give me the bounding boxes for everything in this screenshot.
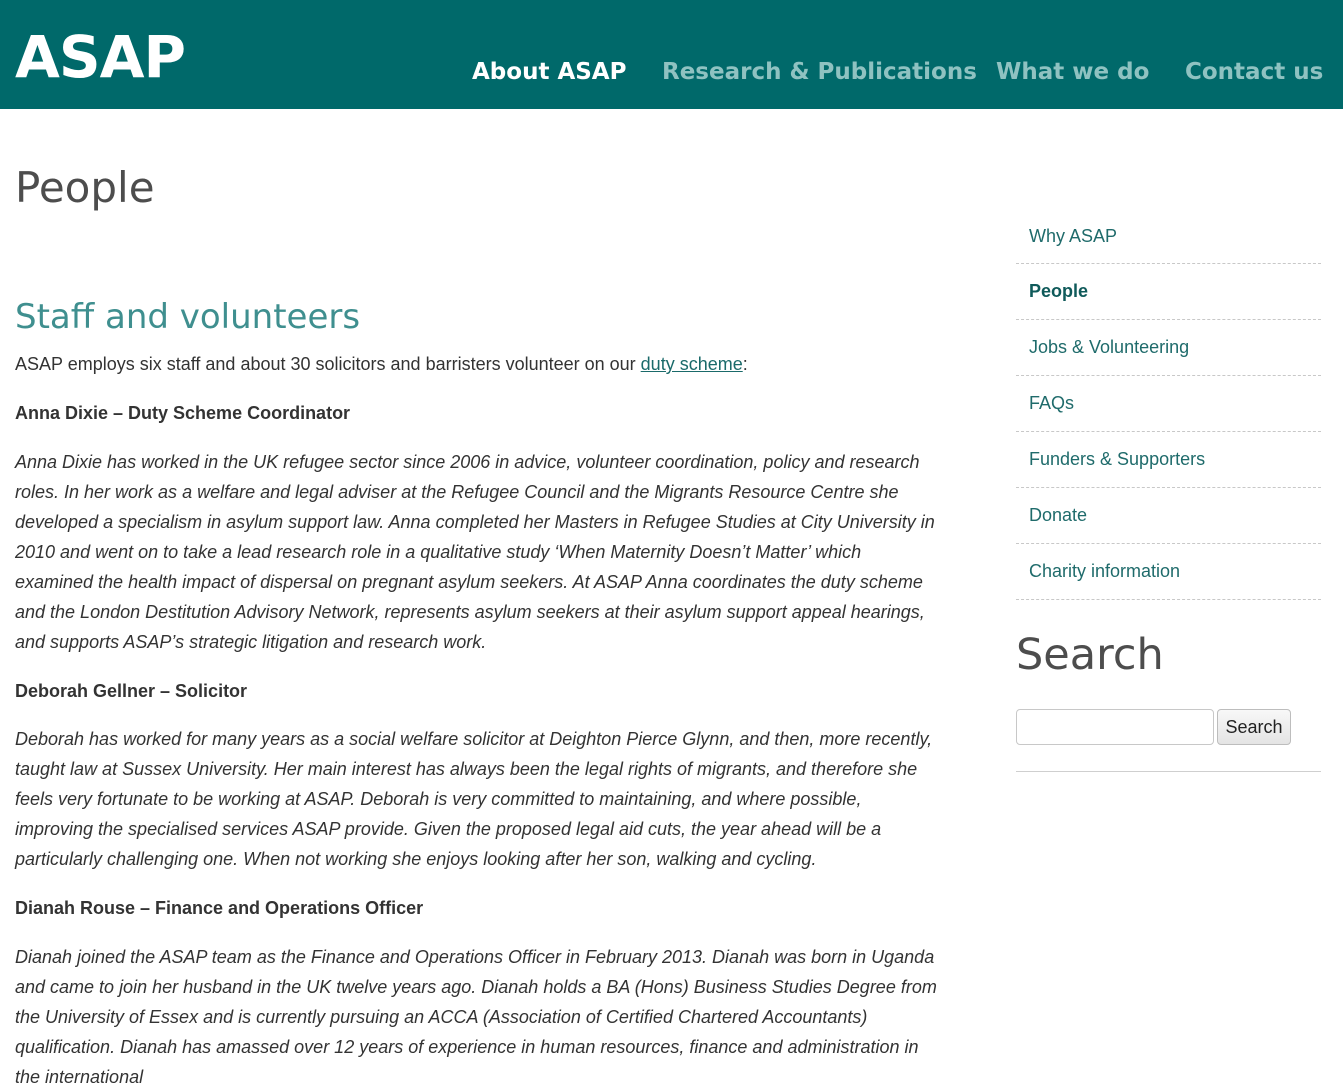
nav-contact-us[interactable]: Contact us (1185, 59, 1324, 85)
sidebar-link-charity-information[interactable]: Charity information (1029, 561, 1181, 581)
section-title: Staff and volunteers (15, 297, 361, 337)
person-name-dianah: Dianah Rouse – Finance and Operations Officer (15, 898, 424, 918)
intro-paragraph (15, 349, 940, 379)
person-bio-dianah: Dianah joined the ASAP team as the Finance and Operations Officer in February 2013. Dianah was born in Uganda and came to join her husband in the UK twelve years ago. Dianah holds a BA (Hons) Business Studies Degree from the University of Essex and is currently pursuing an ACCA (Association of Certified Chartered Accountants) qualification. Dianah has amassed over 12 years of experience in human resources, finance and administration in the international (15, 947, 937, 1087)
person-name-deborah: Deborah Gellner – Solicitor (15, 681, 248, 701)
page-title: People (15, 163, 155, 212)
person-bio-deborah: Deborah has worked for many years as a social welfare solicitor at Deighton Pierce Glynn, and then, more recently, taught law at Sussex University. Her main interest has always been the legal rights of migrants, and therefore she feels very fortunate to be working at ASAP. Deborah is very committed to maintaining, and where possible, improving the specialised services ASAP provide. Given the proposed legal aid cuts, the year ahead will be a particularly challenging one. When not working she enjoys looking after her son, walking and cycling. (15, 729, 933, 869)
person-name-anna: Anna Dixie – Duty Scheme Coordinator (15, 403, 351, 423)
sidebar-link-jobs-volunteering[interactable]: Jobs & Volunteering (1029, 337, 1190, 357)
site-logo[interactable]: ASAP (15, 23, 186, 91)
sidebar-item-faqs (1016, 376, 1321, 432)
sidebar-item-donate (1016, 488, 1321, 544)
nav-about-asap[interactable]: About ASAP (472, 59, 627, 85)
search-heading: Search (1016, 630, 1164, 680)
sidebar-item-people (1016, 264, 1321, 320)
sidebar-link-people[interactable]: People (1029, 281, 1089, 301)
intro-text-end: : (742, 354, 748, 374)
search-input[interactable] (1016, 709, 1214, 745)
sidebar-item-jobs-volunteering (1016, 320, 1321, 376)
site-header (0, 0, 1343, 109)
sidebar-item-funders-supporters (1016, 432, 1321, 488)
nav-research-publications[interactable]: Research & Publications (662, 59, 977, 85)
sidebar-divider (1016, 771, 1321, 772)
nav-what-we-do[interactable]: What we do (996, 59, 1150, 85)
sidebar-link-donate[interactable]: Donate (1029, 505, 1088, 525)
sidebar-link-why-asap[interactable]: Why ASAP (1029, 226, 1118, 246)
sidebar-nav (1016, 209, 1321, 600)
search-button[interactable]: Search (1217, 709, 1291, 745)
duty-scheme-link[interactable]: duty scheme (640, 354, 743, 374)
person-bio-anna: Anna Dixie has worked in the UK refugee sector since 2006 in advice, volunteer coordination, policy and research roles. In her work as a welfare and legal adviser at the Refugee Council and the Migrants Resource Centre she developed a specialism in asylum support law. Anna completed her Masters in Refugee Studies at City University in 2010 and went on to take a lead research role in a qualitative study ‘When Maternity Doesn’t Matter’ which examined the health impact of dispersal on pregnant asylum seekers. At ASAP Anna coordinates the duty scheme and the London Destitution Advisory Network, represents asylum seekers at their asylum support appeal hearings, and supports ASAP’s strategic litigation and research work. (15, 452, 935, 652)
sidebar-item-why-asap (1016, 209, 1321, 264)
intro-text: ASAP employs six staff and about 30 solicitors and barristers volunteer on our (15, 354, 641, 374)
sidebar-item-charity-information (1016, 544, 1321, 600)
sidebar-link-funders-supporters[interactable]: Funders & Supporters (1029, 449, 1206, 469)
sidebar-link-faqs[interactable]: FAQs (1029, 393, 1075, 413)
